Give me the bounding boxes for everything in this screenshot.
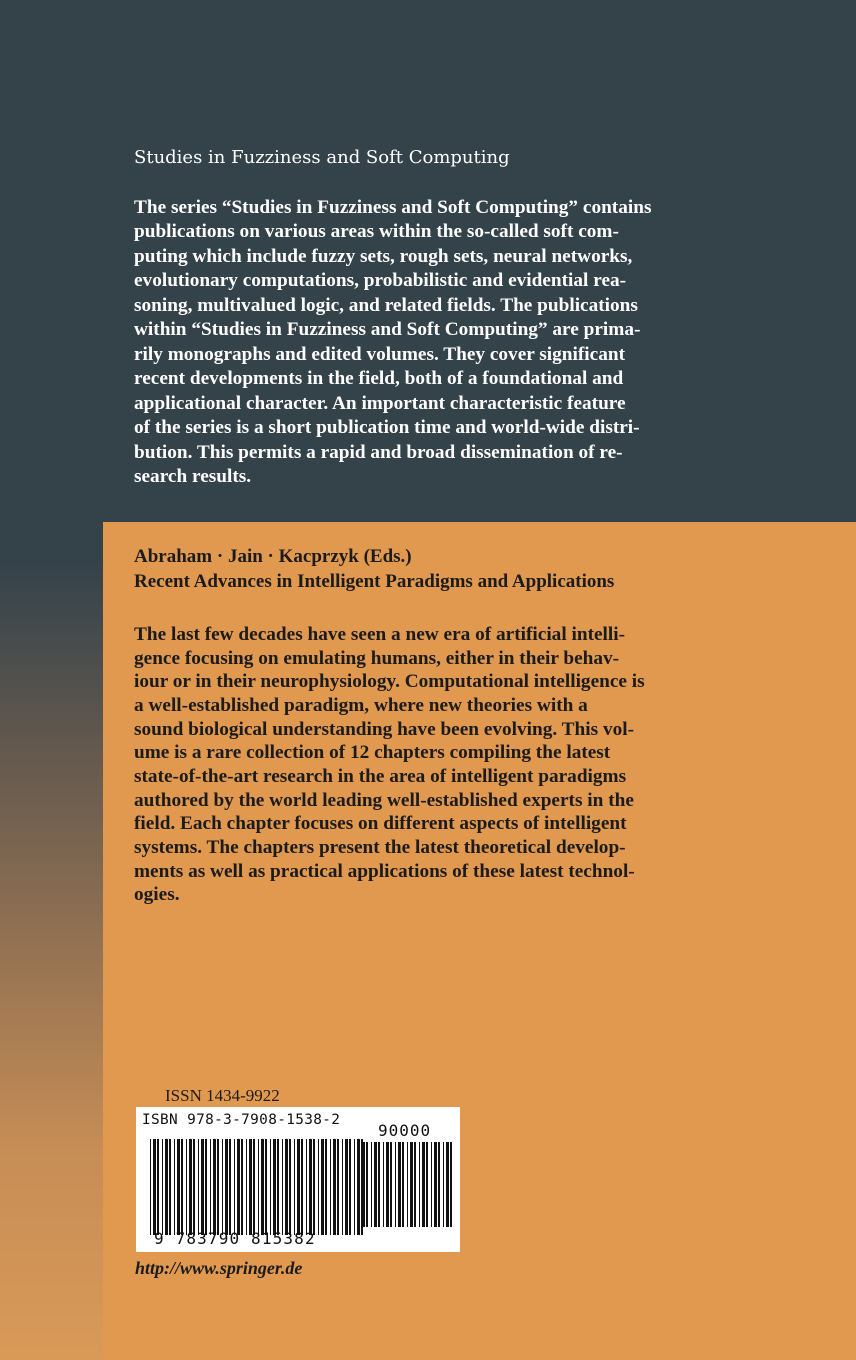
barcode-bar (366, 1142, 368, 1227)
barcode-bar (325, 1139, 327, 1235)
book-description-line: iour or in their neurophysiology. Computational intelligence is (134, 671, 645, 693)
issn-label: ISSN 1434-9922 (165, 1086, 280, 1105)
series-description-line: of the series is a short publication time and world-wide distri- (134, 417, 640, 439)
barcode-bar (297, 1139, 300, 1235)
barcode-bar (443, 1142, 444, 1227)
barcode-bar (313, 1139, 315, 1235)
barcode-bar (318, 1139, 319, 1235)
barcode-bar (201, 1139, 204, 1235)
barcode-bar (357, 1139, 360, 1235)
barcode-bar (330, 1139, 331, 1235)
barcode-bar (157, 1139, 159, 1235)
barcode-bar (150, 1139, 151, 1235)
barcode-bar (419, 1142, 420, 1227)
barcode-bar (258, 1139, 259, 1235)
series-description-line: publications on various areas within the so-called soft com- (134, 221, 619, 243)
series-description (134, 196, 651, 489)
book-description-line: gence focusing on emulating humans, either in their behav- (134, 647, 620, 669)
barcode-bar (261, 1139, 264, 1235)
barcode-bar (229, 1139, 231, 1235)
barcode-bar (294, 1139, 295, 1235)
barcode-digits: 9 783790 815382 (154, 1229, 316, 1248)
barcode-bar (306, 1139, 307, 1235)
barcode-bar (205, 1139, 207, 1235)
barcode-bar (277, 1139, 279, 1235)
book-description-line: sound biological understanding have been evolving. This vol- (134, 718, 635, 740)
book-title: Recent Advances in Intelligent Paradigms and Applications (134, 571, 615, 592)
barcode-bar (371, 1142, 372, 1227)
barcode-bar (438, 1142, 440, 1227)
barcode-bar (333, 1139, 336, 1235)
book-description (134, 623, 645, 907)
barcode-bar (410, 1142, 413, 1227)
series-description-line: The series “Studies in Fuzziness and Soft Computing” contains (134, 197, 652, 218)
book-description-line: field. Each chapter focuses on different aspects of intelligent (134, 813, 627, 835)
barcode-bar (450, 1142, 452, 1227)
barcode-bar (249, 1139, 252, 1235)
barcode-bar (337, 1139, 339, 1235)
barcode-bar (169, 1139, 171, 1235)
series-description-line: bution. This permits a rapid and broad dissemination of re- (134, 441, 623, 463)
barcode-bar (426, 1142, 428, 1227)
book-description-line: a well-established paradigm, where new theories with a (134, 694, 588, 716)
barcode-bar (374, 1142, 377, 1227)
series-description-line: soning, multivalued logic, and related fields. The publications (134, 294, 638, 316)
book-description-line: The last few decades have seen a new era of artificial intelli- (134, 624, 626, 645)
barcode-bar (241, 1139, 243, 1235)
series-title: Studies in Fuzziness and Soft Computing (134, 147, 510, 168)
barcode-bar (422, 1142, 425, 1227)
barcode-bar (193, 1139, 195, 1235)
barcode-bar (390, 1142, 392, 1227)
barcode-bar (153, 1139, 156, 1235)
barcode-bar (265, 1139, 267, 1235)
barcode-bar (349, 1139, 351, 1235)
barcode-bar (285, 1139, 288, 1235)
barcode-bar (234, 1139, 235, 1235)
barcode-bar (225, 1139, 228, 1235)
barcode-bar (162, 1139, 163, 1235)
book-description-line: systems. The chapters present the latest theoretical develop- (134, 836, 626, 858)
book-description-line: ogies. (134, 884, 180, 906)
series-description-line: recent developments in the field, both of a foundational and (134, 368, 624, 390)
barcode-bar (434, 1142, 437, 1227)
barcode-bar (270, 1139, 271, 1235)
barcode-bar (217, 1139, 219, 1235)
series-description-line: evolutionary computations, probabilistic and evidential rea- (134, 270, 627, 292)
book-description-line: ments as well as practical applications of these latest technol- (134, 860, 635, 882)
barcode-bar (354, 1139, 355, 1235)
barcode-bar (282, 1139, 283, 1235)
barcode-bar (186, 1139, 187, 1235)
barcode-bar (414, 1142, 416, 1227)
barcode-bar (378, 1142, 380, 1227)
series-description-line: rily monographs and edited volumes. They cover significant (134, 343, 625, 365)
barcode-bar (431, 1142, 432, 1227)
series-description-line: within “Studies in Fuzziness and Soft Computing” are prima- (134, 319, 641, 341)
barcode-bar (395, 1142, 396, 1227)
barcode-bar (342, 1139, 343, 1235)
barcode-bar (198, 1139, 199, 1235)
barcode-bar (189, 1139, 192, 1235)
barcode-addon-code: 90000 (378, 1121, 432, 1140)
barcode-block (136, 1107, 460, 1252)
series-description-line: applicational character. An important characteristic feature (134, 392, 626, 414)
barcode-bar (402, 1142, 404, 1227)
barcode-bar (446, 1142, 449, 1227)
barcode-bar (407, 1142, 408, 1227)
book-description-line: authored by the world leading well-established experts in the (134, 789, 634, 811)
barcode-bar (362, 1142, 365, 1227)
barcode-bar (301, 1139, 303, 1235)
barcode-bar (210, 1139, 211, 1235)
barcode-bar (345, 1139, 348, 1235)
book-description-line: ume is a rare collection of 12 chapters compiling the latest (134, 742, 611, 764)
barcode-bar (181, 1139, 183, 1235)
barcode-bar (165, 1139, 168, 1235)
barcode-bar (213, 1139, 216, 1235)
barcode-bar (237, 1139, 240, 1235)
barcode-bar (289, 1139, 291, 1235)
barcode-bar (309, 1139, 312, 1235)
barcode-bar (177, 1139, 180, 1235)
isbn-label: ISBN 978-3-7908-1538-2 (142, 1112, 341, 1128)
series-description-line: puting which include fuzzy sets, rough sets, neural networks, (134, 245, 633, 267)
book-authors: Abraham · Jain · Kacprzyk (Eds.) (134, 546, 412, 567)
barcode-bar (273, 1139, 276, 1235)
barcode-bar (383, 1142, 384, 1227)
barcode-bar (321, 1139, 324, 1235)
barcode-bar (253, 1139, 255, 1235)
barcode-bar (398, 1142, 401, 1227)
barcode-bar (386, 1142, 389, 1227)
book-description-line: state-of-the-art research in the area of intelligent paradigms (134, 765, 627, 787)
publisher-url[interactable]: http://www.springer.de (135, 1258, 303, 1278)
barcode-bar (222, 1139, 223, 1235)
barcode-bar (174, 1139, 175, 1235)
barcode-bar (246, 1139, 247, 1235)
series-description-line: search results. (134, 465, 252, 487)
